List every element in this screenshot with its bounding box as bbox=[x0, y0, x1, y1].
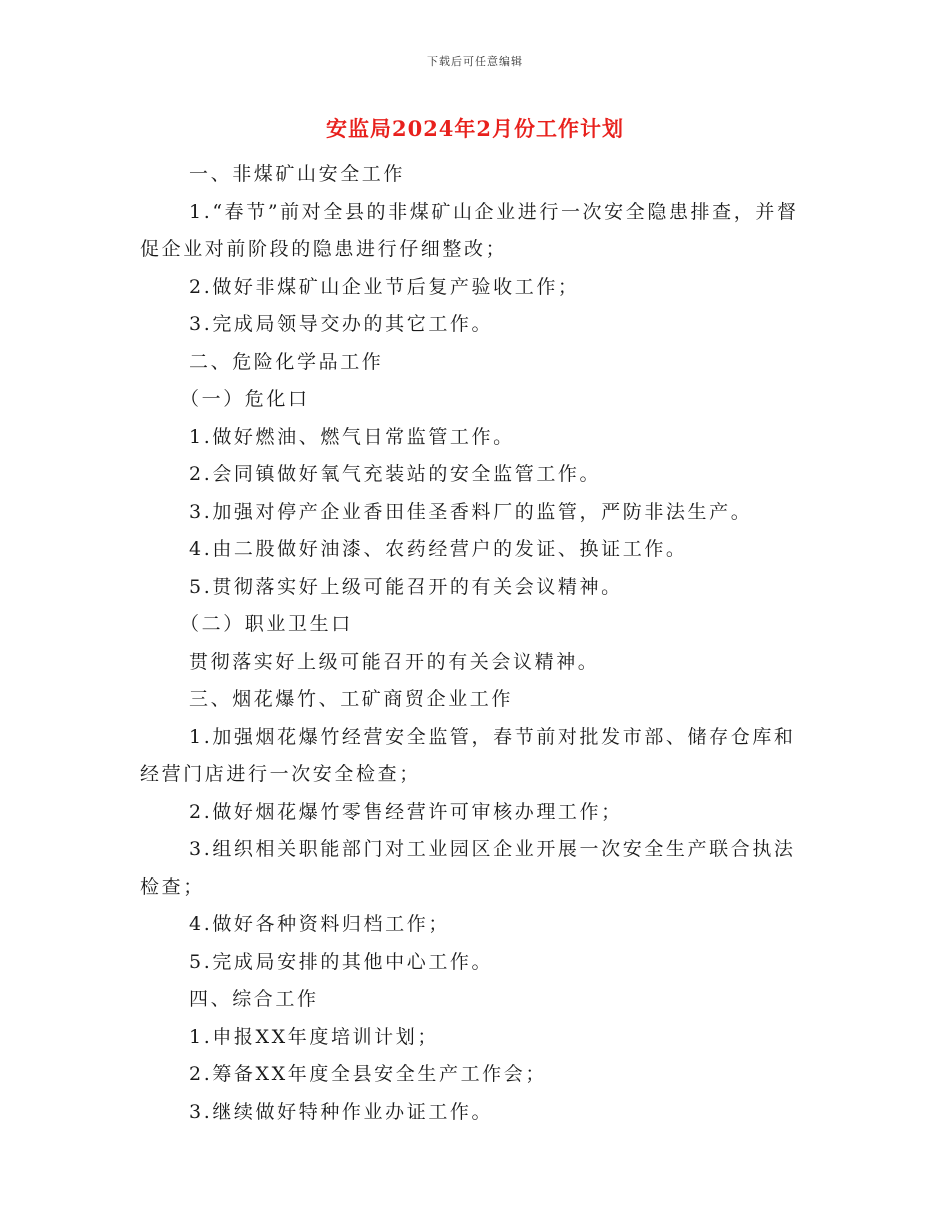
document-title: 安监局2024年2月份工作计划 bbox=[325, 116, 625, 141]
list-item: 2.筹备XX年度全县安全生产工作会； bbox=[189, 1063, 547, 1085]
list-item: 2.做好烟花爆竹零售经营许可审核办理工作； bbox=[189, 800, 623, 823]
list-item: 1.“春节”前对全县的非煤矿山企业进行一次安全隐患排查，并督促企业对前阶段的隐患进行仔细整改； bbox=[140, 200, 799, 260]
list-item: 3.组织相关职能部门对工业园区企业开展一次安全生产联合执法检查； bbox=[140, 838, 796, 898]
subsection-heading: （二）职业卫生口 bbox=[180, 613, 353, 635]
list-item: 5.贯彻落实好上级可能召开的有关会议精神。 bbox=[189, 575, 623, 598]
list-item: 3.完成局领导交办的其它工作。 bbox=[189, 313, 494, 335]
list-item: 1.做好燃油、燃气日常监管工作。 bbox=[189, 425, 515, 448]
section-heading-2: 二、危险化学品工作 bbox=[189, 350, 384, 373]
section-heading-1: 一、非煤矿山安全工作 bbox=[189, 163, 406, 185]
list-item: 5.完成局安排的其他中心工作。 bbox=[189, 950, 494, 973]
list-item: 1.申报XX年度培训计划； bbox=[189, 1025, 439, 1048]
document-body bbox=[140, 156, 800, 1131]
list-item: 4.做好各种资料归档工作； bbox=[189, 913, 450, 935]
body-paragraph: 贯彻落实好上级可能召开的有关会议精神。 bbox=[189, 650, 600, 673]
list-item: 3.加强对停产企业香田佳圣香料厂的监管，严防非法生产。 bbox=[189, 500, 753, 523]
section-heading-3: 三、烟花爆竹、工矿商贸企业工作 bbox=[189, 688, 514, 710]
list-item: 3.继续做好特种作业办证工作。 bbox=[189, 1100, 494, 1123]
list-item: 1.加强烟花爆竹经营安全监管，春节前对批发市部、储存仓库和经营门店进行一次安全检查； bbox=[140, 725, 796, 785]
subsection-heading: （一）危化口 bbox=[180, 388, 310, 410]
section-heading-4: 四、综合工作 bbox=[189, 988, 319, 1010]
header-note: 下载后可任意编辑 bbox=[427, 55, 523, 68]
list-item: 2.做好非煤矿山企业节后复产验收工作； bbox=[189, 275, 580, 298]
list-item: 4.由二股做好油漆、农药经营户的发证、换证工作。 bbox=[189, 538, 688, 560]
list-item: 2.会同镇做好氧气充装站的安全监管工作。 bbox=[189, 463, 602, 485]
